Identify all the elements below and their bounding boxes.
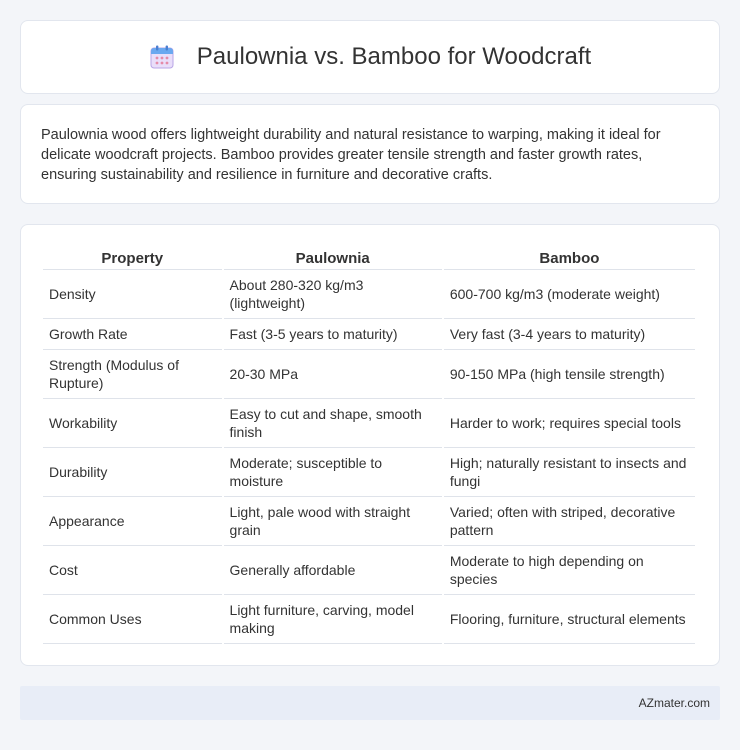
table-cell: Very fast (3-4 years to maturity): [444, 319, 695, 350]
table-row: [43, 399, 695, 448]
table-cell: Appearance: [43, 497, 222, 546]
table-cell: Easy to cut and shape, smooth finish: [224, 399, 442, 448]
calendar-icon: [149, 44, 175, 70]
table-row: [43, 319, 695, 350]
table-cell: Generally affordable: [224, 546, 442, 595]
table-cell: High; naturally resistant to insects and fungi: [444, 448, 695, 497]
table-row: [43, 546, 695, 595]
page-title: Paulownia vs. Bamboo for Woodcraft: [196, 43, 592, 70]
footer-bar: [20, 686, 720, 720]
table-row: [43, 350, 695, 399]
table-cell: Workability: [43, 399, 222, 448]
footer-brand: AZmater.com: [638, 696, 710, 710]
table-cell: Strength (Modulus of Rupture): [43, 350, 222, 399]
table-cell: 600-700 kg/m3 (moderate weight): [444, 270, 695, 319]
table-cell: Varied; often with striped, decorative pattern: [444, 497, 695, 546]
table-cell: Growth Rate: [43, 319, 222, 350]
table-cell: Light furniture, carving, model making: [224, 595, 442, 644]
table-cell: Density: [43, 270, 222, 319]
column-header-bamboo: Bamboo: [444, 245, 695, 270]
table-cell: Durability: [43, 448, 222, 497]
table-cell: 90-150 MPa (high tensile strength): [444, 350, 695, 399]
table-cell: About 280-320 kg/m3 (lightweight): [224, 270, 442, 319]
comparison-table: [41, 245, 697, 644]
table-cell: Moderate; susceptible to moisture: [224, 448, 442, 497]
table-cell: Flooring, furniture, structural elements: [444, 595, 695, 644]
table-row: [43, 448, 695, 497]
table-cell: Cost: [43, 546, 222, 595]
table-cell: Moderate to high depending on species: [444, 546, 695, 595]
table-cell: Common Uses: [43, 595, 222, 644]
table-row: [43, 595, 695, 644]
table-row: [43, 497, 695, 546]
intro-text: Paulownia wood offers lightweight durability and natural resistance to warping, making it ideal for delicate woodcraft projects. Bamboo provides greater tensile strength and faster growth rates, ensuring sustainability and resilience in furniture and decorative crafts.: [41, 127, 661, 183]
table-header-row: [43, 245, 695, 270]
column-header-paulownia: Paulownia: [224, 245, 442, 270]
table-cell: Harder to work; requires special tools: [444, 399, 695, 448]
title-card: [20, 20, 720, 94]
table-row: [43, 270, 695, 319]
table-cell: 20-30 MPa: [224, 350, 442, 399]
table-cell: Fast (3-5 years to maturity): [224, 319, 442, 350]
intro-card: [20, 104, 720, 204]
comparison-card: [20, 224, 720, 666]
table-cell: Light, pale wood with straight grain: [224, 497, 442, 546]
column-header-property: Property: [43, 245, 222, 270]
